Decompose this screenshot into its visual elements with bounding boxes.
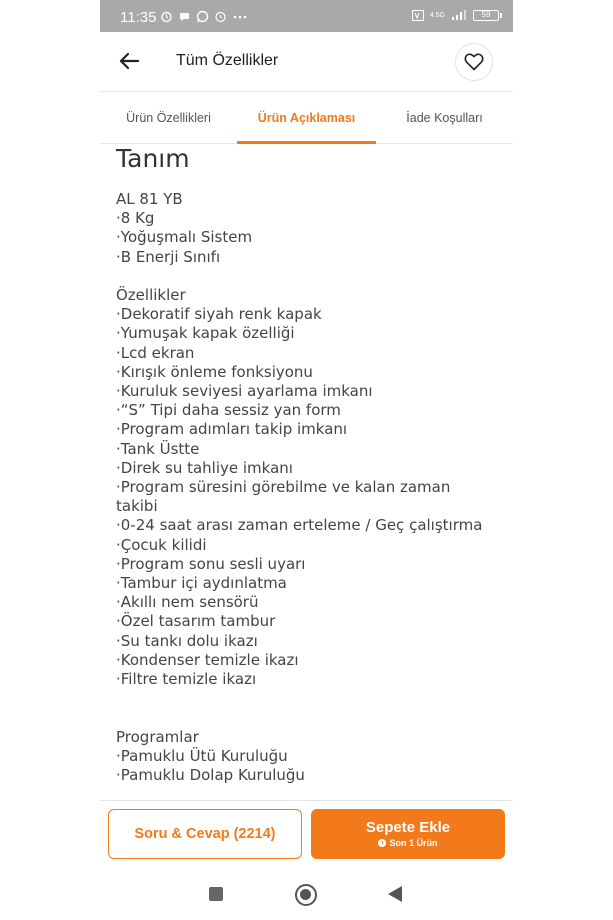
tab-return-conditions[interactable]: İade Koşulları	[406, 111, 483, 125]
description-line: ·Lcd ekran	[116, 343, 195, 362]
description-line: ·Program sonu sesli uyarı	[116, 554, 306, 573]
heart-icon	[464, 53, 484, 71]
questions-answers-button[interactable]: Soru & Cevap (2214)	[108, 809, 302, 859]
description-line: ·Dekoratif siyah renk kapak	[116, 305, 322, 324]
description-line: ·0-24 saat arası zaman erteleme / Geç çalıştırma	[116, 516, 483, 535]
back-triangle-icon[interactable]	[388, 886, 402, 902]
back-button[interactable]	[116, 48, 142, 74]
phone-screen	[100, 0, 513, 920]
description-line: ·Kırışık önleme fonksiyonu	[116, 362, 313, 381]
description-line: AL 81 YB	[116, 190, 183, 208]
alarm-icon	[160, 10, 173, 23]
status-bar	[100, 0, 513, 32]
tab-bar	[100, 92, 513, 144]
description-line: ·Yumuşak kapak özelliği	[116, 324, 295, 343]
left-margin	[0, 0, 100, 920]
description-line: ·Pamuklu Dolap Kuruluğu	[116, 766, 305, 785]
description-line: ·Özel tasarım tambur	[116, 612, 276, 631]
page-title: Tüm Özellikler	[176, 52, 279, 69]
description-spacer	[116, 267, 496, 286]
description-line: ·8 Kg	[116, 209, 155, 228]
description-line: ·Su tankı dolu ikazı	[116, 631, 258, 650]
description-heading: Tanım	[116, 144, 190, 173]
stock-note-text: Son 1 Ürün	[389, 838, 438, 848]
description-line: ·Pamuklu Ütü Kuruluğu	[116, 746, 288, 765]
description-line: ·Kuruluk seviyesi ayarlama imkanı	[116, 382, 373, 401]
description-line: ·B Enerji Sınıfı	[116, 247, 221, 266]
add-to-cart-label: Sepete Ekle	[365, 819, 451, 836]
description-line: ·Direk su tahliye imkanı	[116, 458, 293, 477]
tab-product-description[interactable]: Ürün Açıklaması	[257, 111, 356, 125]
whatsapp-icon	[196, 10, 209, 23]
right-margin	[513, 0, 613, 920]
description-line: ·Program süresini görebilme ve kalan zaman takibi	[116, 478, 456, 516]
footer-divider	[100, 800, 513, 801]
signal-icon	[451, 9, 467, 21]
favorite-button[interactable]	[455, 43, 493, 81]
status-right	[412, 9, 499, 21]
description-content[interactable]	[100, 144, 513, 800]
description-line: ·Çocuk kilidi	[116, 535, 207, 554]
description-line: ·“S” Tipi daha sessiz yan form	[116, 401, 341, 420]
network-label: 4.5G	[429, 11, 445, 19]
home-icon[interactable]	[295, 884, 317, 906]
arrow-left-icon	[119, 52, 139, 70]
recent-apps-icon[interactable]	[209, 887, 223, 901]
description-line: Özellikler	[116, 286, 186, 304]
stock-note	[378, 837, 437, 849]
tab-product-features[interactable]: Ürün Özellikleri	[126, 111, 211, 125]
description-line: ·Kondenser temizle ikazı	[116, 650, 299, 669]
add-to-cart-button[interactable]	[311, 809, 505, 859]
alarm-clock-icon	[214, 10, 227, 23]
status-time: 11:35	[120, 9, 157, 26]
description-line: ·Tank Üstte	[116, 439, 200, 458]
description-line: Programlar	[116, 727, 199, 746]
notification-icons	[160, 10, 248, 23]
description-line: ·Program adımları takip imkanı	[116, 420, 348, 439]
description-line: ·Tambur içi aydınlatma	[116, 574, 287, 593]
description-text	[116, 190, 496, 785]
description-spacer	[116, 708, 496, 727]
volte-icon	[412, 10, 424, 21]
header	[100, 32, 513, 90]
system-nav-bar	[100, 868, 513, 920]
description-line: ·Akıllı nem sensörü	[116, 593, 259, 612]
description-spacer	[116, 689, 496, 708]
chat-icon	[178, 10, 191, 23]
battery-icon: 59	[473, 10, 499, 21]
description-line: ·Yoğuşmalı Sistem	[116, 228, 253, 247]
more-dots-icon	[232, 10, 248, 23]
description-line: ·Filtre temizle ikazı	[116, 670, 257, 689]
clock-icon	[378, 839, 386, 847]
